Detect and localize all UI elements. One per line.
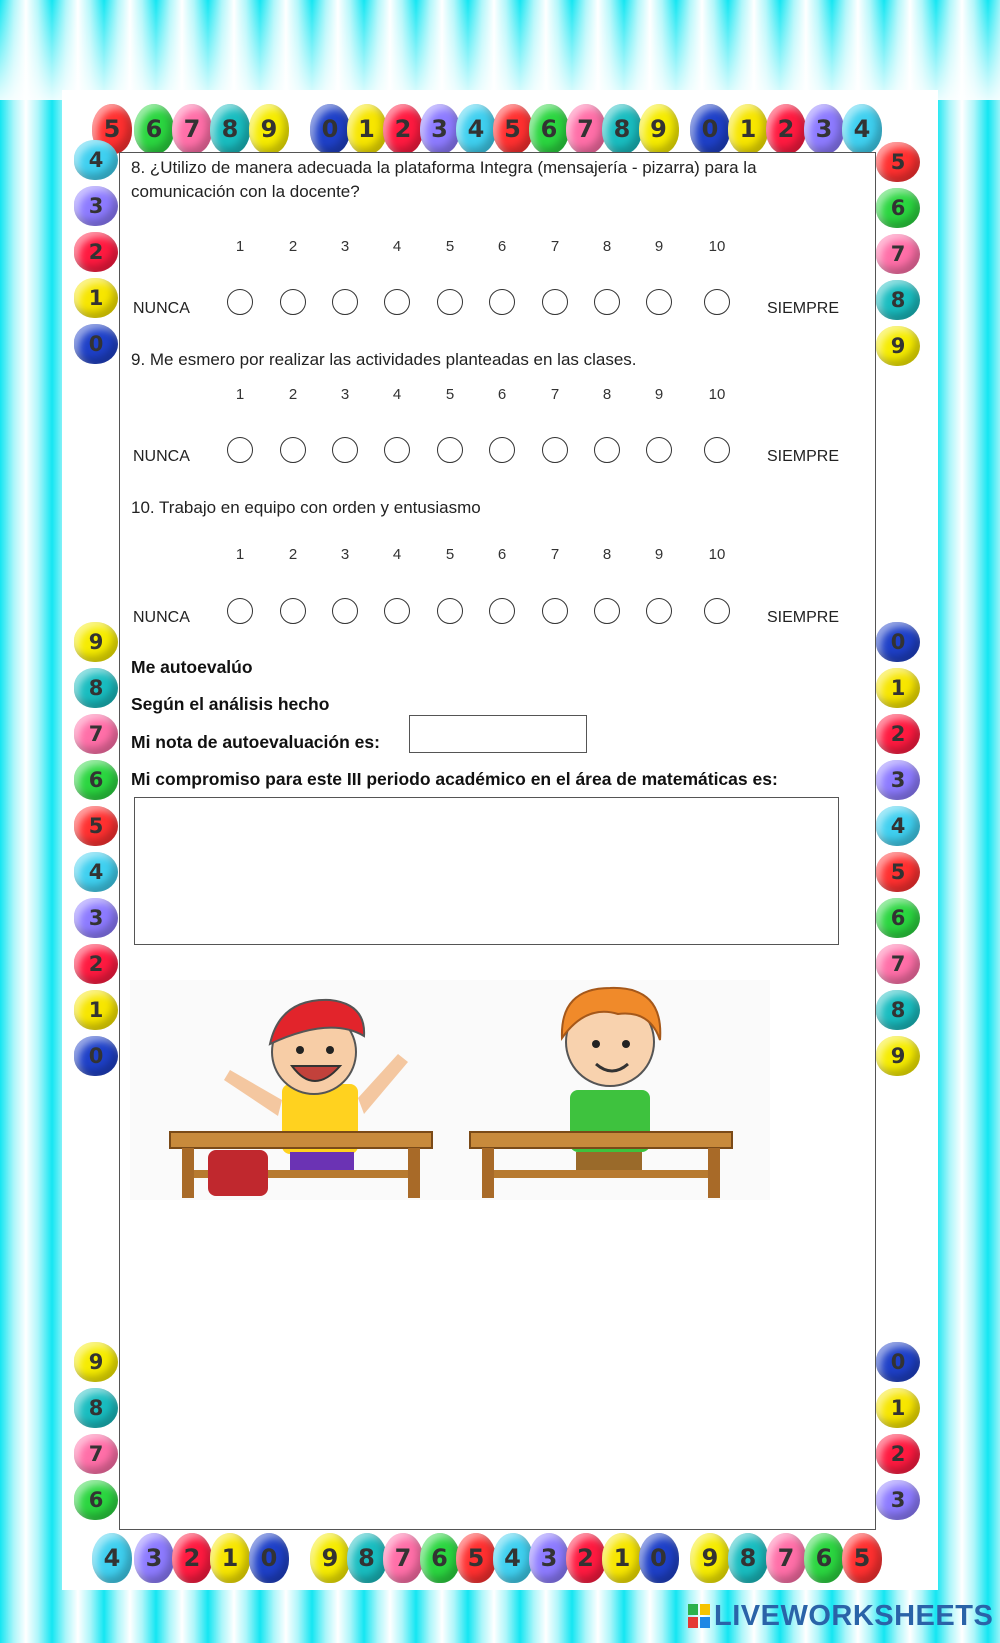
liveworksheets-brand: LIVEWORKSHEETS — [714, 1599, 994, 1632]
question-9-option-4[interactable] — [384, 437, 410, 463]
question-10-option-7[interactable] — [542, 598, 568, 624]
balloon-digit-9: 9 — [74, 1342, 118, 1382]
balloon-digit-7: 7 — [876, 234, 920, 274]
scale-number-3: 3 — [340, 546, 350, 563]
balloon-digit-3: 3 — [876, 1480, 920, 1520]
background-top-fade — [0, 0, 1000, 100]
scale-number-1: 1 — [235, 238, 245, 255]
scale-number-8: 8 — [602, 546, 612, 563]
question-8-option-2[interactable] — [280, 289, 306, 315]
balloon-digit-9: 9 — [639, 104, 679, 154]
question-8-scale-numbers — [0, 238, 1000, 258]
right-desk-leg — [708, 1148, 720, 1198]
balloon-digit-2: 2 — [766, 104, 806, 154]
balloon-digit-5: 5 — [456, 1533, 496, 1583]
left-desk-leg — [182, 1148, 194, 1198]
balloon-digit-8: 8 — [74, 668, 118, 708]
question-9-high-label: SIEMPRE — [767, 448, 840, 465]
balloon-digit-6: 6 — [420, 1533, 460, 1583]
balloon-digit-3: 3 — [420, 104, 460, 154]
balloon-digit-1: 1 — [74, 278, 118, 318]
right-desk-leg — [482, 1148, 494, 1198]
balloon-digit-8: 8 — [210, 104, 250, 154]
balloon-digit-7: 7 — [74, 714, 118, 754]
scale-number-2: 2 — [288, 546, 298, 563]
balloon-digit-6: 6 — [134, 104, 174, 154]
question-9-option-6[interactable] — [489, 437, 515, 463]
grade-input[interactable] — [409, 715, 587, 753]
question-10-low-label: NUNCA — [133, 609, 190, 626]
scale-number-5: 5 — [445, 238, 455, 255]
balloon-digit-7: 7 — [74, 1434, 118, 1474]
scale-number-10: 10 — [708, 546, 726, 563]
question-10-option-6[interactable] — [489, 598, 515, 624]
question-8-option-5[interactable] — [437, 289, 463, 315]
question-10-options — [0, 598, 1000, 626]
question-10-option-1[interactable] — [227, 598, 253, 624]
balloon-digit-1: 1 — [210, 1533, 250, 1583]
balloon-digit-1: 1 — [602, 1533, 642, 1583]
balloon-digit-8: 8 — [876, 990, 920, 1030]
balloon-digit-9: 9 — [876, 1036, 920, 1076]
question-8-option-10[interactable] — [704, 289, 730, 315]
balloon-digit-2: 2 — [566, 1533, 606, 1583]
balloon-digit-4: 4 — [74, 852, 118, 892]
question-8-options — [0, 289, 1000, 317]
question-8-text: 8. ¿Utilizo de manera adecuada la plataforma Integra (mensajería - pizarra) para la comunicación con la docente? — [131, 158, 757, 201]
analysis-label: Según el análisis hecho — [131, 694, 330, 714]
balloon-digit-2: 2 — [74, 944, 118, 984]
scale-number-9: 9 — [654, 386, 664, 403]
balloon-digit-5: 5 — [876, 852, 920, 892]
question-10-option-10[interactable] — [704, 598, 730, 624]
left-desk-leg — [408, 1148, 420, 1198]
question-10-option-9[interactable] — [646, 598, 672, 624]
scale-number-1: 1 — [235, 546, 245, 563]
scale-number-3: 3 — [340, 238, 350, 255]
scale-number-4: 4 — [392, 386, 402, 403]
balloon-digit-2: 2 — [876, 1434, 920, 1474]
scale-number-5: 5 — [445, 386, 455, 403]
question-10-option-2[interactable] — [280, 598, 306, 624]
balloon-digit-6: 6 — [74, 1480, 118, 1520]
scale-number-4: 4 — [392, 546, 402, 563]
left-desk-top — [170, 1132, 432, 1148]
balloon-digit-8: 8 — [602, 104, 642, 154]
balloon-digit-1: 1 — [74, 990, 118, 1030]
balloon-digit-8: 8 — [347, 1533, 387, 1583]
scale-number-1: 1 — [235, 386, 245, 403]
balloon-digit-0: 0 — [690, 104, 730, 154]
question-9-option-7[interactable] — [542, 437, 568, 463]
right-desk-bar — [494, 1170, 708, 1178]
question-8-option-1[interactable] — [227, 289, 253, 315]
balloon-digit-9: 9 — [690, 1533, 730, 1583]
question-9-scale-numbers — [0, 386, 1000, 406]
commitment-label: Mi compromiso para este III periodo académico en el área de matemáticas es: — [131, 769, 778, 789]
question-8-option-6[interactable] — [489, 289, 515, 315]
scale-number-2: 2 — [288, 386, 298, 403]
balloon-digit-7: 7 — [383, 1533, 423, 1583]
question-10-text: 10. Trabajo en equipo con orden y entusiasmo — [131, 498, 481, 517]
question-10-option-5[interactable] — [437, 598, 463, 624]
balloon-digit-8: 8 — [728, 1533, 768, 1583]
scale-number-6: 6 — [497, 238, 507, 255]
balloon-digit-3: 3 — [876, 760, 920, 800]
balloon-digit-7: 7 — [766, 1533, 806, 1583]
scale-number-9: 9 — [654, 546, 664, 563]
balloon-digit-4: 4 — [493, 1533, 533, 1583]
balloon-digit-2: 2 — [876, 714, 920, 754]
scale-number-10: 10 — [708, 386, 726, 403]
balloon-digit-4: 4 — [92, 1533, 132, 1583]
balloon-digit-6: 6 — [876, 188, 920, 228]
balloon-digit-0: 0 — [876, 622, 920, 662]
self-eval-heading: Me autoevalúo — [131, 657, 253, 677]
right-desk-top — [470, 1132, 732, 1148]
question-8-option-8[interactable] — [594, 289, 620, 315]
balloon-digit-3: 3 — [74, 898, 118, 938]
balloon-digit-0: 0 — [74, 1036, 118, 1076]
question-8-option-4[interactable] — [384, 289, 410, 315]
balloon-digit-2: 2 — [172, 1533, 212, 1583]
liveworksheets-logo-icon — [688, 1604, 710, 1628]
students-illustration — [130, 980, 770, 1200]
balloon-digit-3: 3 — [134, 1533, 174, 1583]
question-9-option-9[interactable] — [646, 437, 672, 463]
balloon-digit-0: 0 — [639, 1533, 679, 1583]
question-9-option-3[interactable] — [332, 437, 358, 463]
question-10-option-3[interactable] — [332, 598, 358, 624]
balloon-digit-5: 5 — [842, 1533, 882, 1583]
scale-number-7: 7 — [550, 546, 560, 563]
balloon-digit-2: 2 — [74, 232, 118, 272]
balloon-digit-3: 3 — [74, 186, 118, 226]
liveworksheets-footer — [688, 1596, 993, 1636]
balloon-digit-6: 6 — [74, 760, 118, 800]
scale-number-6: 6 — [497, 546, 507, 563]
balloon-digit-5: 5 — [876, 142, 920, 182]
scale-number-9: 9 — [654, 238, 664, 255]
scale-number-8: 8 — [602, 386, 612, 403]
balloon-digit-7: 7 — [566, 104, 606, 154]
question-9-low-label: NUNCA — [133, 448, 190, 465]
scale-number-5: 5 — [445, 546, 455, 563]
balloon-digit-7: 7 — [172, 104, 212, 154]
scale-number-7: 7 — [550, 238, 560, 255]
balloon-digit-1: 1 — [876, 668, 920, 708]
balloon-digit-6: 6 — [876, 898, 920, 938]
scale-number-8: 8 — [602, 238, 612, 255]
balloon-digit-1: 1 — [728, 104, 768, 154]
balloon-digit-3: 3 — [529, 1533, 569, 1583]
balloon-digit-2: 2 — [383, 104, 423, 154]
school-bag — [208, 1150, 268, 1196]
balloon-digit-5: 5 — [74, 806, 118, 846]
question-9-option-8[interactable] — [594, 437, 620, 463]
balloon-digit-6: 6 — [804, 1533, 844, 1583]
balloon-digit-4: 4 — [876, 806, 920, 846]
question-9-option-5[interactable] — [437, 437, 463, 463]
balloon-digit-1: 1 — [347, 104, 387, 154]
question-9-option-10[interactable] — [704, 437, 730, 463]
question-10-option-8[interactable] — [594, 598, 620, 624]
balloon-digit-1: 1 — [876, 1388, 920, 1428]
question-9-text: 9. Me esmero por realizar las actividades planteadas en las clases. — [131, 350, 637, 369]
question-9-option-1[interactable] — [227, 437, 253, 463]
balloon-digit-0: 0 — [310, 104, 350, 154]
balloon-digit-4: 4 — [456, 104, 496, 154]
balloon-digit-0: 0 — [74, 324, 118, 364]
scale-number-6: 6 — [497, 386, 507, 403]
balloon-digit-9: 9 — [876, 326, 920, 366]
balloon-digit-9: 9 — [310, 1533, 350, 1583]
balloon-digit-8: 8 — [74, 1388, 118, 1428]
balloon-digit-0: 0 — [876, 1342, 920, 1382]
question-9-option-2[interactable] — [280, 437, 306, 463]
question-9-options — [0, 437, 1000, 465]
question-8-option-7[interactable] — [542, 289, 568, 315]
question-8-high-label: SIEMPRE — [767, 300, 840, 317]
balloon-digit-4: 4 — [74, 140, 118, 180]
balloon-digit-9: 9 — [74, 622, 118, 662]
balloon-digit-3: 3 — [804, 104, 844, 154]
question-10-scale-numbers — [0, 546, 1000, 566]
question-8-option-3[interactable] — [332, 289, 358, 315]
scale-number-2: 2 — [288, 238, 298, 255]
balloon-digit-4: 4 — [842, 104, 882, 154]
question-8-option-9[interactable] — [646, 289, 672, 315]
scale-number-4: 4 — [392, 238, 402, 255]
balloon-digit-6: 6 — [529, 104, 569, 154]
scale-number-10: 10 — [708, 238, 726, 255]
balloon-digit-0: 0 — [249, 1533, 289, 1583]
question-10-high-label: SIEMPRE — [767, 609, 840, 626]
question-10-option-4[interactable] — [384, 598, 410, 624]
balloon-digit-5: 5 — [493, 104, 533, 154]
balloon-digit-8: 8 — [876, 280, 920, 320]
scale-number-7: 7 — [550, 386, 560, 403]
balloon-digit-9: 9 — [249, 104, 289, 154]
grade-label: Mi nota de autoevaluación es: — [131, 732, 380, 752]
question-8-low-label: NUNCA — [133, 300, 190, 317]
balloon-digit-7: 7 — [876, 944, 920, 984]
commitment-textarea[interactable] — [134, 797, 839, 945]
balloon-digit-5: 5 — [92, 104, 132, 154]
scale-number-3: 3 — [340, 386, 350, 403]
